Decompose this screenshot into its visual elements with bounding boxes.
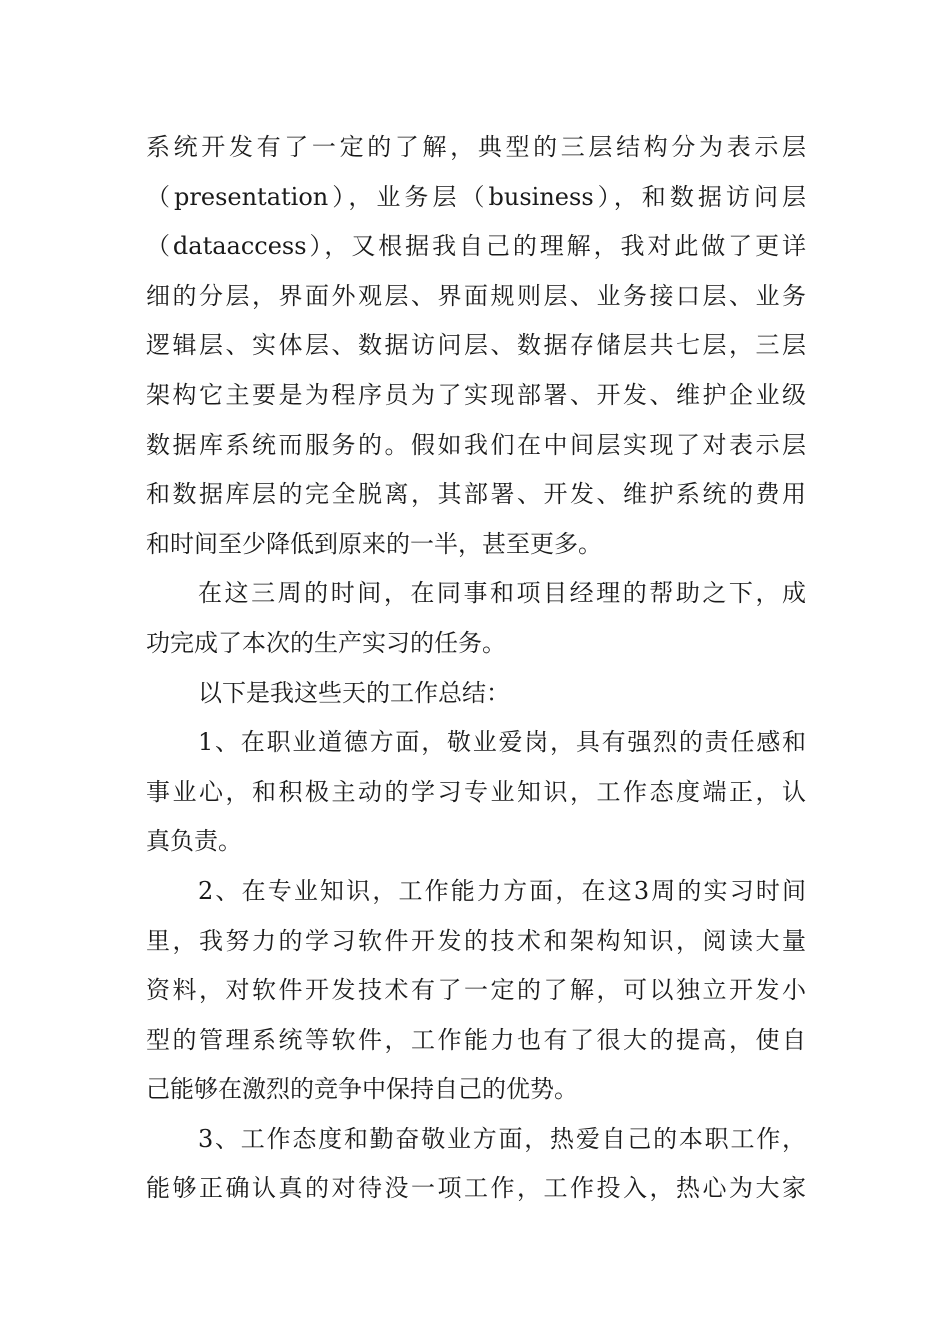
text-line: 里，我努力的学习软件开发的技术和架构知识，阅读大量 <box>146 926 806 955</box>
text-line: 数据库系统而服务的。假如我们在中间层实现了对表示层 <box>146 430 806 459</box>
text-line: 系统开发有了一定的了解，典型的三层结构分为表示层 <box>146 133 806 161</box>
text-line: 型的管理系统等软件，工作能力也有了很大的提高，使自 <box>146 1025 806 1054</box>
paragraph-start-line: 2、在专业知识，工作能力方面，在这3周的实习时间 <box>198 876 806 905</box>
text-line: 资料，对软件开发技术有了一定的了解，可以独立开发小 <box>146 976 806 1005</box>
text-line: 能够正确认真的对待没一项工作，工作投入，热心为大家 <box>146 1174 806 1203</box>
document-body <box>146 123 806 1214</box>
paragraph-start-line: 3、工作态度和勤奋敬业方面，热爱自己的本职工作， <box>198 1124 806 1153</box>
text-line: （presentation），业务层（business），和数据访问层 <box>146 182 806 211</box>
text-line: 逻辑层、实体层、数据访问层、数据存储层共七层，三层 <box>146 331 806 360</box>
text-line: （dataaccess），又根据我自己的理解，我对此做了更详 <box>146 232 806 261</box>
text-line: 真负责。 <box>146 827 242 856</box>
paragraph-start-line: 1、在职业道德方面，敬业爱岗，具有强烈的责任感和 <box>198 728 806 757</box>
paragraph-start-line: 在这三周的时间，在同事和项目经理的帮助之下，成 <box>198 579 806 608</box>
text-line: 和数据库层的完全脱离，其部署、开发、维护系统的费用 <box>146 480 806 509</box>
text-line: 细的分层，界面外观层、界面规则层、业务接口层、业务 <box>146 281 806 310</box>
text-line: 功完成了本次的生产实习的任务。 <box>146 628 506 657</box>
text-line: 己能够在激烈的竞争中保持自己的优势。 <box>146 1075 578 1104</box>
text-line: 和时间至少降低到原来的一半，甚至更多。 <box>146 529 602 558</box>
text-line: 事业心，和积极主动的学习专业知识，工作态度端正，认 <box>146 777 806 806</box>
paragraph-start-line: 以下是我这些天的工作总结： <box>198 678 510 707</box>
text-line: 架构它主要是为程序员为了实现部署、开发、维护企业级 <box>146 380 806 409</box>
